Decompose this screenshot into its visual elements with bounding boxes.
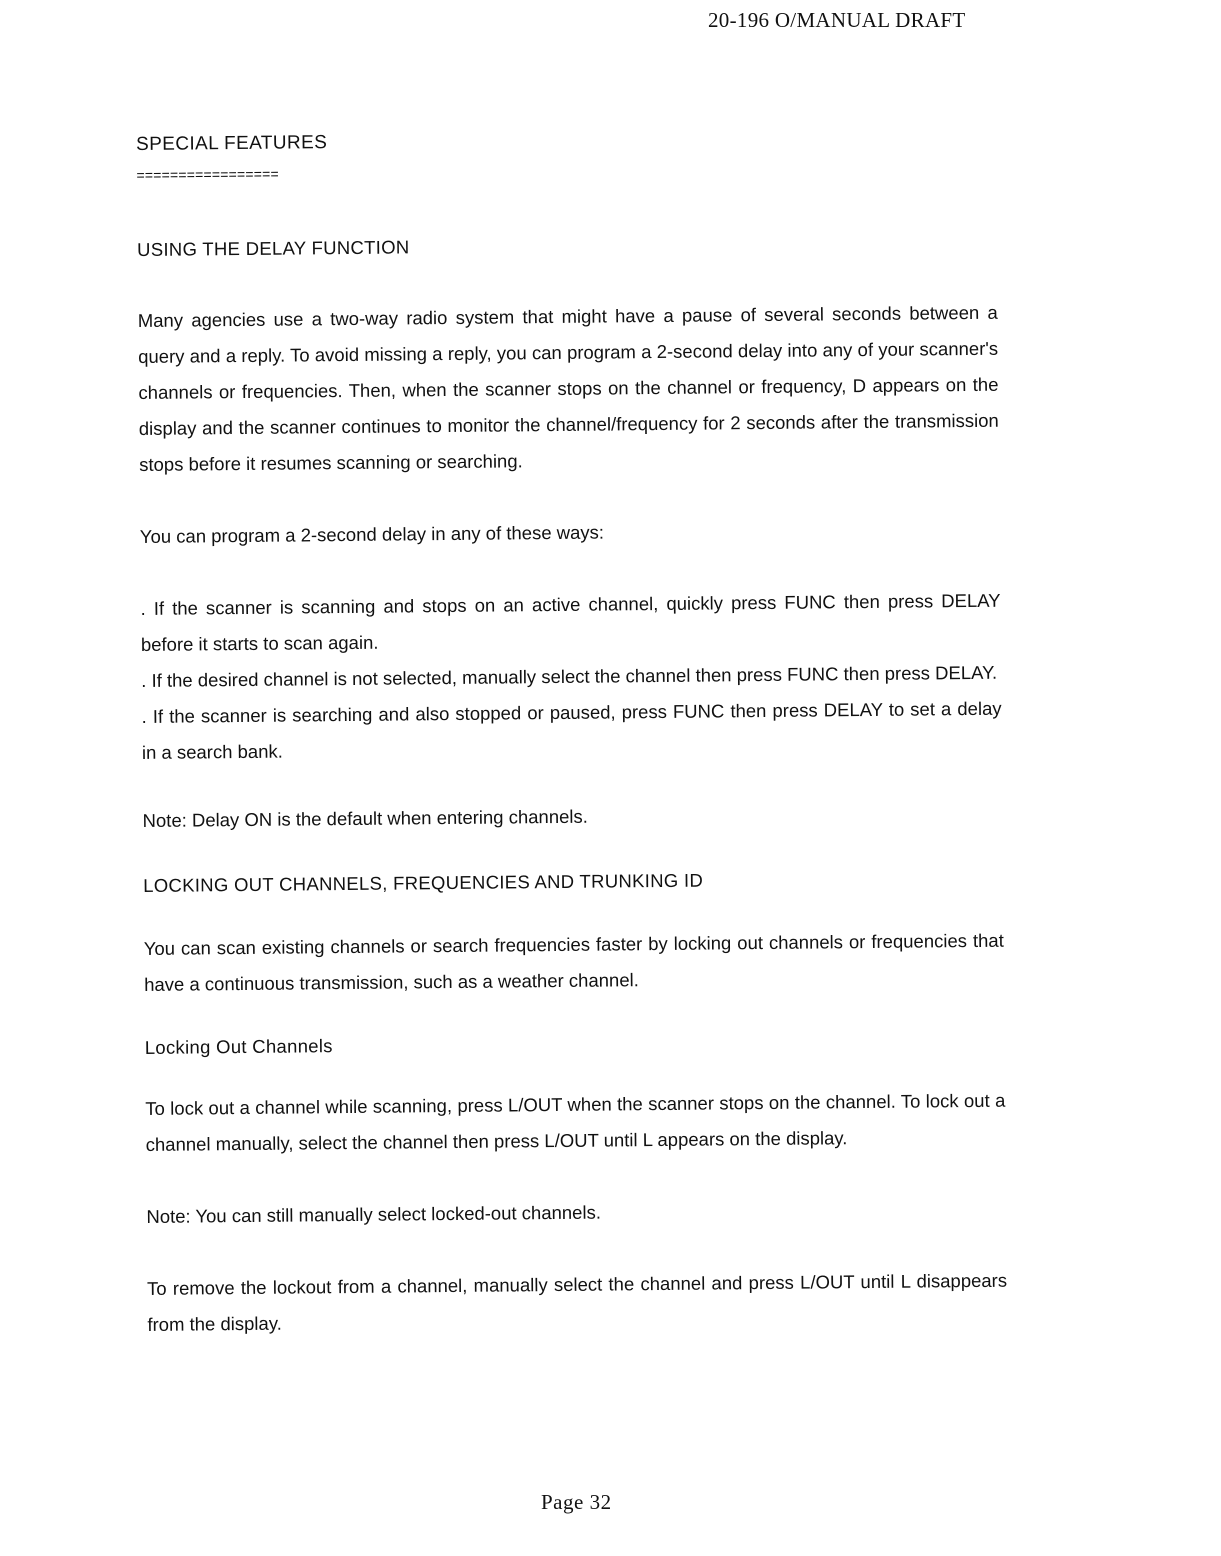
page-content: [136, 126, 1008, 1343]
section-title-underline: =================: [136, 165, 279, 183]
delay-ways-list: [140, 583, 1002, 771]
delay-way-item: . If the desired channel is not selected, manually select the channel then press FUNC then press DELAY.: [141, 661, 998, 691]
section-title: SPECIAL FEATURES: [136, 132, 328, 155]
delay-function-heading: USING THE DELAY FUNCTION: [137, 236, 410, 260]
lockout-note: Note: You can still manually select locked-out channels.: [146, 1201, 602, 1227]
delay-note: Note: Delay ON is the default when entering channels.: [142, 805, 588, 831]
draft-header: 20-196 O/MANUAL DRAFT: [708, 8, 966, 32]
delay-ways-intro: You can program a 2-second delay in any of these ways:: [139, 521, 605, 547]
delay-way-item: . If the scanner is scanning and stops on an active channel, quickly press FUNC then press DELAY before it starts to scan again.: [140, 589, 1001, 655]
lockout-heading: LOCKING OUT CHANNELS, FREQUENCIES AND TRUNKING ID: [143, 869, 704, 896]
lockout-intro-paragraph: You can scan existing channels or search frequencies faster by locking out channels or frequencies that have a continuous transmission, such as a weather channel.: [143, 929, 1004, 995]
locking-out-channels-subheading: Locking Out Channels: [144, 1035, 333, 1058]
delay-way-item: . If the scanner is searching and also stopped or paused, press FUNC then press DELAY to set a delay in a search bank.: [141, 697, 1002, 763]
delay-intro-paragraph: Many agencies use a two-way radio system that might have a pause of several seconds between a query and a reply. To avoid missing a reply, you can program a 2-second delay into any of your scanner's channels or frequencies. Then, when the scanner stops on the channel or frequency, D appears on the display and the scanner continues to monitor the channel/frequency for 2 seconds after the transmission stops before it resumes scanning or searching.: [137, 301, 999, 475]
lockout-instructions-paragraph: To lock out a channel while scanning, press L/OUT when the scanner stops on the channel. To lock out a channel manually, select the channel then press L/OUT until L appears on the display.: [145, 1089, 1006, 1155]
page-number: Page 32: [541, 1490, 612, 1514]
lockout-remove-paragraph: To remove the lockout from a channel, manually select the channel and press L/OUT until L disappears from the display.: [146, 1269, 1008, 1335]
